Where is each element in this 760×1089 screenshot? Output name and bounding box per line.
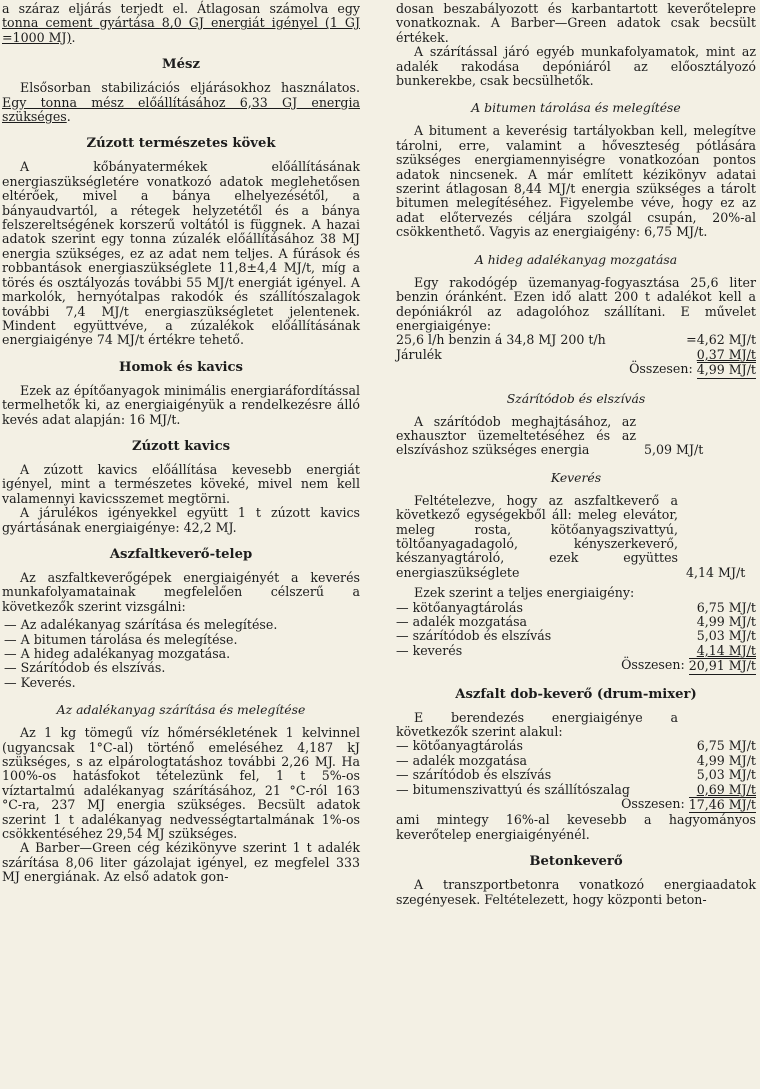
drum-row: — adalék mozgatása 4,99 MJ/t (396, 752, 756, 768)
left-column (2, 2, 360, 885)
heading-hideg-adalek: A hideg adalékanyag mozgatása (474, 251, 678, 267)
total-row: — szárítódob és elszívás 5,03 MJ/t (396, 628, 756, 644)
intro-paragraph: a száraz eljárás terjedt el. Átlagosan számolva egy tonna cement gyártása 8,0 GJ energiát igényel (1 GJ =1000 MJ). (2, 1, 360, 45)
beton-paragraph: A transzportbetonra vonatkozó energiaadatok szegényesek. Feltételezett, hogy központi beton- (396, 877, 756, 907)
hideg-total: Összesen: 4,99 MJ/t (629, 361, 756, 378)
calc-row: Járulék 0,37 MJ/t (396, 346, 756, 362)
heading-szaritas: Az adalékanyag szárítása és melegítése (56, 702, 306, 718)
dob-paragraph: A szárítódob meghajtásához, az exhausztor üzemeltetéséhez és az elszíváshoz szükséges energia 5,09 MJ/t (396, 413, 704, 458)
drum-row: — bitumenszivattyú és szállítószalag 0,69 MJ/t (396, 781, 756, 797)
heading-bitumen: A bitumen tárolása és melegítése (471, 100, 681, 116)
cement-energy-underline: tonna cement gyártása 8,0 GJ energiát igényel (1 GJ =1000 MJ) (2, 15, 360, 45)
bitumen-paragraph: A bitument a keverésig tartályokban kell, melegítve tárolni, erre, valamint a hőveszteség pótlására szükséges energiamennyiségre vonatkozóan pontos adatok nincsenek. A már említett kézikönyv adatai szerint átlagosan 8,44 MJ/t energia szükséges a tárolt bitumen melegítéséhez. Figyelembe véve, hogy ez az adat előtervezés céljára szolgál csupán, 20%-al csökkenthető. Vagyis az energiaigény: 6,75 MJ/t. (396, 123, 756, 240)
keveres-paragraph: Feltételezve, hogy az aszfaltkeverő a következő egységekből áll: meleg elevátor, meleg rosta, kötőanyagszivattyú, töltőanyagadagoló, kényszerkeverő, készanyagtároló, ezek együttes energiaszükséglete 4,14 MJ/t (396, 492, 746, 580)
continued-paragraph: dosan beszabályozott és karbantartott keverőtelepre vonatkoznak. A Barber—Green adatok csak becsült értékek. (396, 1, 756, 45)
mesz-paragraph: Elsősorban stabilizációs eljárásokhoz használatos. Egy tonna mész előállításához 6,33 GJ energia szükséges. (2, 80, 360, 125)
keveres-total-intro: Ezek szerint a teljes energiaigény: (414, 585, 635, 601)
hideg-paragraph: Egy rakodógép üzemanyag-fogyasztása 25,6 liter benzin óránként. Ezen idő alatt 200 t adalékot kell a depóniákról az adagolóhoz szállítani. E művelet energiaigénye: (396, 274, 756, 333)
continued-paragraph-2: A szárítással járó egyéb munkafolyamatok, mint az adalék rakodása depóniáról az előosztályozó bunkerekbe, csak becsülhetők. (396, 44, 756, 89)
zuzott-kavics-paragraph-2: A járulékos igényekkel együtt 1 t zúzott kavics gyártásának energiaigénye: 42,2 MJ. (2, 505, 360, 535)
list-item: — Keverés. (4, 674, 76, 690)
heading-mesz: Mész (162, 57, 200, 73)
keveres-value: 4,14 MJ/t (686, 564, 746, 580)
zuzott-kavics-paragraph-1: A zúzott kavics előállítása kevesebb energiát igényel, mint a természetes köveké, mivel nem kell valamennyi kavicsszemet megtörni. (2, 461, 360, 506)
szaritas-paragraph-2: A Barber—Green cég kézikönyve szerint 1 t adalék szárítása 8,06 liter gázolajat igényel, ez megfelel 333 MJ energiának. Az első adatok gon- (2, 840, 360, 885)
heading-zuzott-kovek: Zúzott természetes kövek (86, 136, 276, 152)
keveres-total: Összesen: 20,91 MJ/t (621, 657, 756, 674)
list-item: — Szárítódob és elszívás. (4, 660, 166, 676)
heading-zuzott-kavics: Zúzott kavics (131, 438, 231, 454)
total-row: — kötőanyagtárolás 6,75 MJ/t (396, 599, 756, 615)
homok-paragraph: Ezek az építőanyagok minimális energiaráfordítással termelhetők ki, az energiaigényük a rendelkezésre álló kevés adat alapján: 16 MJ/t. (2, 382, 360, 427)
telep-paragraph: Az aszfaltkeverőgépek energiaigényét a keverés munkafolyamatainak megfelelően célszerű a következők szerint vizsgálni: (2, 569, 360, 614)
list-item: — A hideg adalékanyag mozgatása. (4, 646, 231, 661)
list-item: — A bitumen tárolása és melegítése. (4, 631, 238, 647)
calc-row: 25,6 l/h benzin á 34,8 MJ 200 t/h =4,62 MJ/t (396, 332, 756, 348)
list-item: — Az adalékanyag szárítása és melegítése. (4, 617, 278, 633)
drum-row: — kötőanyagtárolás 6,75 MJ/t (396, 738, 756, 754)
heading-szaritodob: Szárítódob és elszívás (506, 390, 646, 406)
heading-drum-mixer: Aszfalt dob-keverő (drum-mixer) (455, 686, 697, 702)
drum-total: Összesen: 17,46 MJ/t (621, 796, 756, 813)
mesz-energy-underline: Egy tonna mész előállításához 6,33 GJ energia szükséges (2, 94, 360, 125)
right-column (396, 2, 756, 907)
zuzott-kovek-paragraph: A kőbányatermékek előállításának energiaszükségletére vonatkozó adatok meglehetősen eltérőek, mivel a bánya elhelyezésétől, a bányaudvartól, a rétegek helyzetétől és a bánya felszereltségének korszerű voltától is függnek. A hazai adatok szerint egy tonna zúzalék előállításához 38 MJ energia szükséges, ez az adat nem teljes. A fúrások és robbantások energiaszükséglete 11,8±4,4 MJ/t, míg a törés és osztályozás további 55 MJ/t energiát igényel. A markolók, hernyótalpas rakodók és szállítószalagok további 7,4 MJ/t energiaszükségletet jelentenek. Mindent együttvéve, a zúzalékok előállításának energiaigénye 74 MJ/t értékre tehető. (2, 159, 360, 348)
total-row: — adalék mozgatása 4,99 MJ/t (396, 614, 756, 629)
total-row: — keverés 4,14 MJ/t (396, 642, 756, 658)
drum-row: — szárítódob és elszívás 5,03 MJ/t (396, 767, 756, 783)
drum-paragraph: E berendezés energiaigénye a következők szerint alakul: (396, 709, 678, 740)
drum-after-paragraph: ami mintegy 16%-al kevesebb a hagyományos keverőtelep energiaigényénél. (396, 812, 756, 842)
heading-aszfaltkevero-telep: Aszfaltkeverő-telep (109, 546, 253, 562)
dob-value: 5,09 MJ/t (644, 442, 704, 458)
heading-betonkevero: Betonkeverő (529, 854, 623, 870)
heading-keveres: Keverés (550, 469, 602, 485)
heading-homok-kavics: Homok és kavics (119, 359, 243, 375)
szaritas-paragraph-1: Az 1 kg tömegű víz hőmérsékletének 1 kelvinnel (ugyancsak 1°C-al) történő emeléséhez 4,187 kJ szükséges, s az elpárologtatáshoz további 2,26 MJ. Ha 100%-os hatásfokot tételezünk fel, 1 t 5%-os víztartalmú adalékanyag szárításához, 21 °C-ról 163 °C-ra, 237 MJ energia szükséges. Becsült adatok szerint 1 t adalékanyag nedvességtartalmának 1%-os csökkentéséhez 29,54 MJ szükséges. (2, 725, 360, 842)
